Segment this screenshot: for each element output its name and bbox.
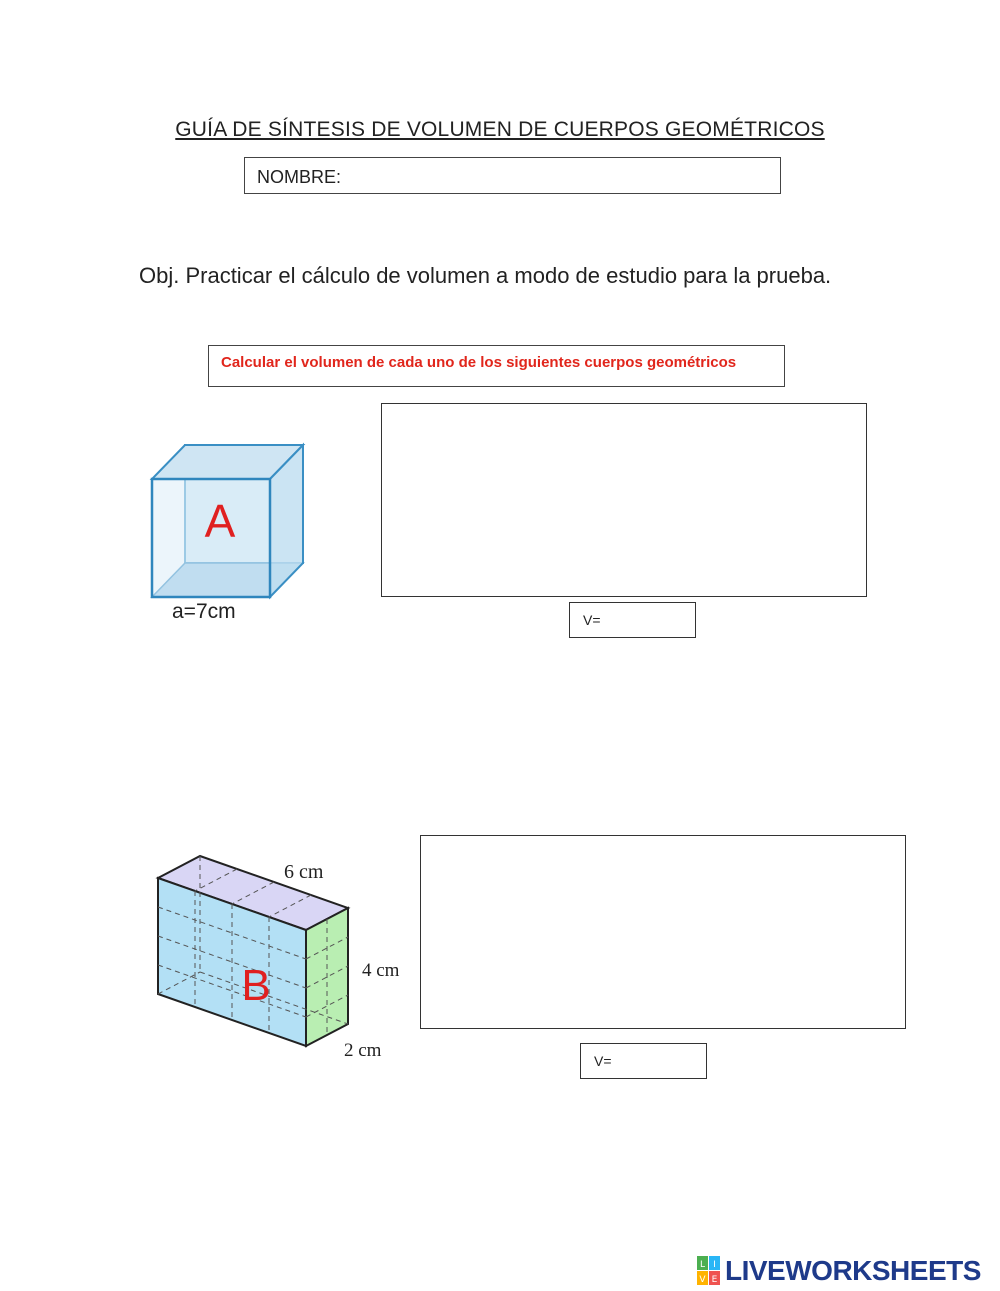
- figure-b-height-label: 4 cm: [362, 960, 400, 981]
- objective-text: Obj. Practicar el cálculo de volumen a modo de estudio para la prueba.: [139, 263, 832, 288]
- name-label: NOMBRE:: [257, 167, 342, 187]
- instruction-text: Calcular el volumen de cada uno de los siguientes cuerpos geométricos: [221, 354, 737, 371]
- name-field[interactable]: [244, 157, 781, 194]
- volume-label-a: V=: [583, 612, 601, 628]
- cube-figure-a: [140, 435, 315, 625]
- figure-a-dimension: a=7cm: [172, 600, 236, 623]
- volume-field-a[interactable]: [569, 602, 696, 638]
- volume-field-b[interactable]: [580, 1043, 707, 1079]
- figure-a-letter: A: [204, 495, 236, 547]
- figure-b-depth-label: 2 cm: [344, 1040, 382, 1061]
- svg-text:L: L: [699, 1260, 706, 1270]
- answer-box-a[interactable]: [381, 403, 867, 597]
- svg-text:E: E: [711, 1275, 718, 1285]
- figure-b-length-label: 6 cm: [284, 861, 324, 883]
- instruction-box: [208, 345, 785, 387]
- liveworksheets-logo: [697, 1254, 981, 1288]
- svg-text:V: V: [699, 1275, 706, 1285]
- prism-figure-b: [150, 848, 420, 1068]
- svg-text:I: I: [713, 1260, 716, 1270]
- logo-text: LIVEWORKSHEETS: [725, 1255, 981, 1286]
- answer-box-b[interactable]: [420, 835, 906, 1029]
- logo-blocks-icon: [697, 1256, 721, 1286]
- figure-b-letter: B: [241, 961, 271, 1010]
- worksheet-title: GUÍA DE SÍNTESIS DE VOLUMEN DE CUERPOS GEOMÉTRICOS: [175, 118, 825, 141]
- volume-label-b: V=: [594, 1053, 612, 1069]
